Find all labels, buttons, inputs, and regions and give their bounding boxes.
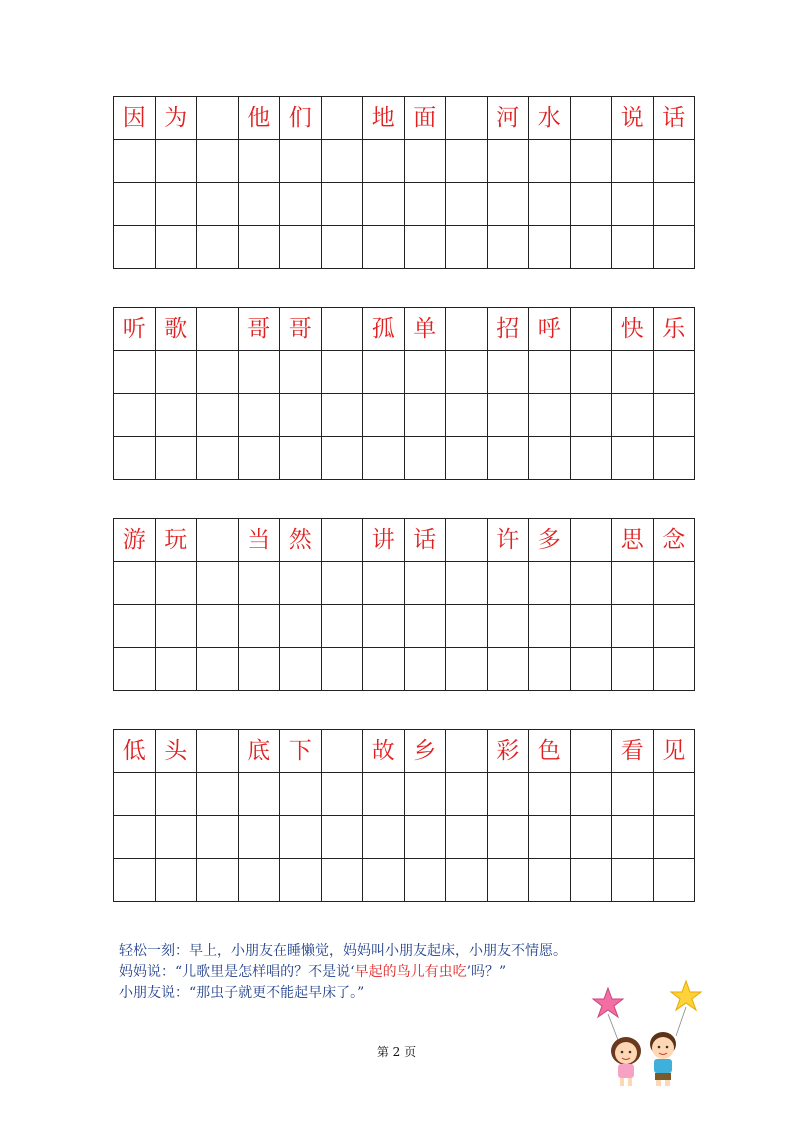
char-cell: 看 [612, 730, 654, 773]
char-cell: 地 [363, 97, 405, 140]
char-cell [197, 730, 239, 773]
kids-with-stars-illustration [588, 978, 713, 1088]
practice-grid-3 [113, 518, 695, 691]
story-line-2 [119, 962, 659, 983]
char-cell: 哥 [238, 308, 280, 351]
char-cell: 呼 [529, 308, 571, 351]
char-cell [446, 519, 488, 562]
practice-grid-1 [113, 96, 695, 269]
char-cell: 招 [487, 308, 529, 351]
char-cell: 然 [280, 519, 322, 562]
char-cell: 因 [114, 97, 156, 140]
char-cell [446, 730, 488, 773]
char-cell: 话 [404, 519, 446, 562]
practice-row [114, 859, 695, 902]
char-cell: 色 [529, 730, 571, 773]
boy-figure [650, 1032, 676, 1086]
practice-row [114, 394, 695, 437]
char-cell: 水 [529, 97, 571, 140]
practice-row [114, 605, 695, 648]
char-cell: 低 [114, 730, 156, 773]
char-cell: 歌 [155, 308, 197, 351]
char-cell: 讲 [363, 519, 405, 562]
char-cell [570, 308, 612, 351]
char-cell: 哥 [280, 308, 322, 351]
char-cell: 多 [529, 519, 571, 562]
char-cell: 快 [612, 308, 654, 351]
yellow-star-icon [671, 981, 701, 1036]
char-cell [570, 730, 612, 773]
practice-row [114, 562, 695, 605]
char-cell: 许 [487, 519, 529, 562]
char-cell [446, 97, 488, 140]
practice-row [114, 183, 695, 226]
char-cell: 话 [653, 97, 695, 140]
char-cell: 游 [114, 519, 156, 562]
char-cell: 当 [238, 519, 280, 562]
char-cell: 见 [653, 730, 695, 773]
practice-row [114, 648, 695, 691]
practice-grid-4 [113, 729, 695, 902]
char-cell [197, 519, 239, 562]
practice-grid-2 [113, 307, 695, 480]
char-cell: 玩 [155, 519, 197, 562]
char-cell: 乡 [404, 730, 446, 773]
char-cell [321, 97, 363, 140]
char-cell: 思 [612, 519, 654, 562]
char-cell: 头 [155, 730, 197, 773]
story-line-1: 轻松一刻：早上，小朋友在睡懒觉，妈妈叫小朋友起床，小朋友不情愿。 [119, 943, 567, 959]
char-cell [197, 97, 239, 140]
story-line-2-end: ’吗？” [466, 964, 507, 980]
story-highlight: 早起的鸟儿有虫吃 [354, 964, 467, 980]
practice-row [114, 773, 695, 816]
story-line-3: 小朋友说：“那虫子就更不能起早床了。” [119, 985, 365, 1001]
practice-row [114, 437, 695, 480]
char-cell: 彩 [487, 730, 529, 773]
char-cell [570, 519, 612, 562]
char-cell: 说 [612, 97, 654, 140]
char-cell: 故 [363, 730, 405, 773]
character-row [114, 519, 695, 562]
char-cell: 们 [280, 97, 322, 140]
character-row [114, 308, 695, 351]
char-cell: 下 [280, 730, 322, 773]
story-line-2-start: 妈妈说：“儿歌里是怎样唱的？不是说‘ [119, 964, 355, 980]
char-cell [570, 97, 612, 140]
char-cell [321, 308, 363, 351]
char-cell: 河 [487, 97, 529, 140]
girl-figure [611, 1037, 641, 1086]
char-cell: 听 [114, 308, 156, 351]
char-cell: 面 [404, 97, 446, 140]
char-cell: 乐 [653, 308, 695, 351]
char-cell: 孤 [363, 308, 405, 351]
char-cell: 底 [238, 730, 280, 773]
char-cell: 他 [238, 97, 280, 140]
char-cell [321, 519, 363, 562]
char-cell: 为 [155, 97, 197, 140]
practice-row [114, 140, 695, 183]
char-cell [321, 730, 363, 773]
practice-row [114, 816, 695, 859]
char-cell [197, 308, 239, 351]
joke-story [119, 941, 659, 1004]
pink-star-icon [593, 988, 623, 1040]
practice-row [114, 226, 695, 269]
char-cell [446, 308, 488, 351]
character-row [114, 97, 695, 140]
practice-row [114, 351, 695, 394]
char-cell: 单 [404, 308, 446, 351]
page-number: 第 2 页 [376, 1045, 417, 1059]
char-cell: 念 [653, 519, 695, 562]
character-row [114, 730, 695, 773]
